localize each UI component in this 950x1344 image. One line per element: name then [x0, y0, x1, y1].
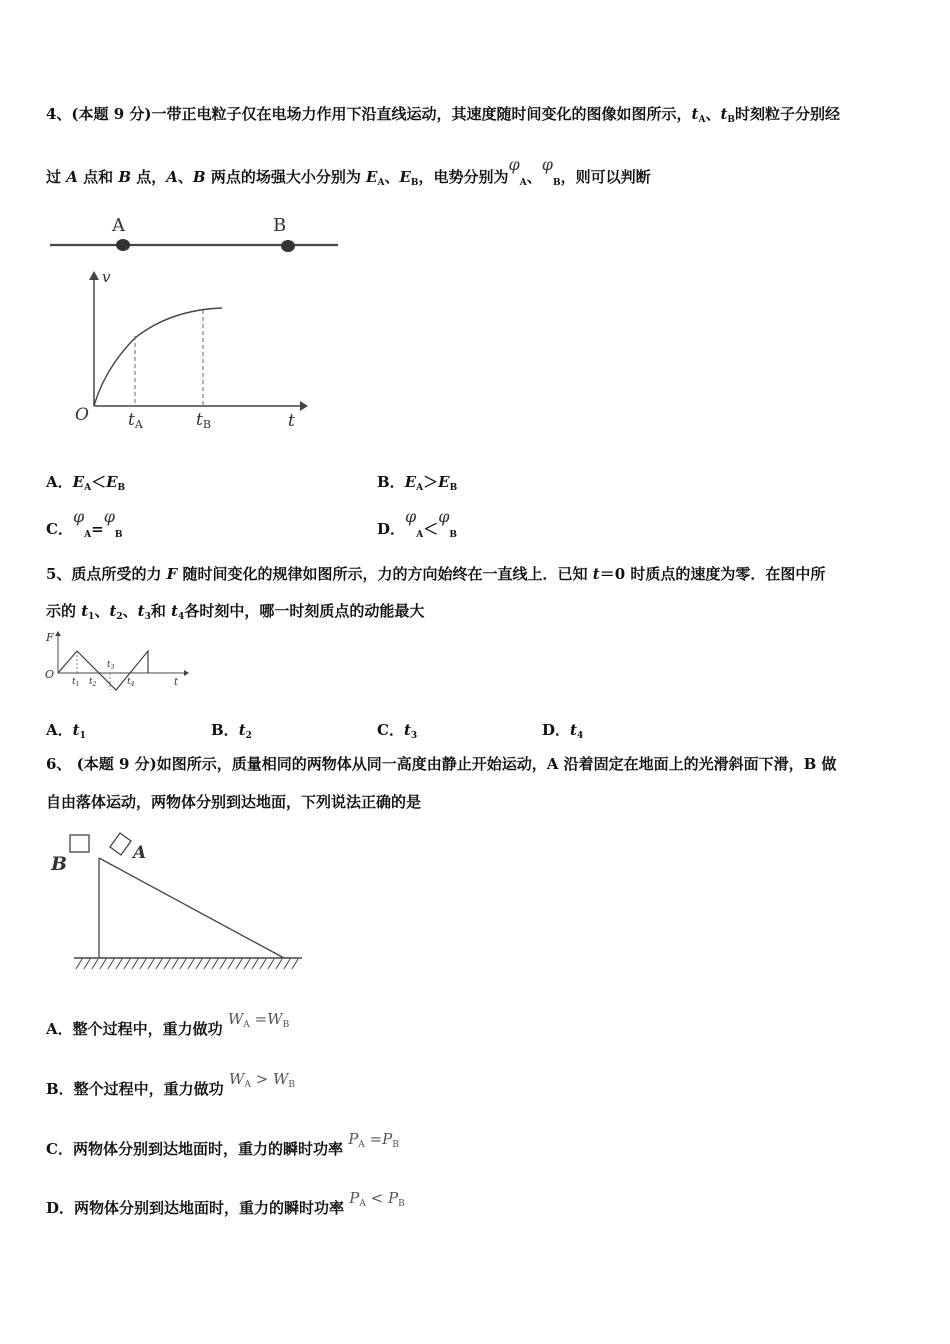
q5-line-2: 示的 $t_1$、$t_2$、$t_3$和 $t_4$各时刻中，哪一时刻质点的动能最大 [46, 602, 425, 622]
q4-line-1: 4、(本题 9 分)一带正电粒子仅在电场力作用下沿直线运动，其速度随时间变化的图像如图所示，$t_A$、$t_B$时刻粒子分别经 [46, 105, 841, 125]
q6-option-d[interactable]: D．两物体分别到达地面时，重力的瞬时功率 $P_A < P_B$ [46, 1189, 405, 1217]
q4-vt-graph [70, 268, 310, 433]
q5-ft-graph [44, 630, 194, 690]
q4-label-a: A [112, 215, 125, 236]
q5-option-b[interactable]: B．$t_2$ [211, 721, 252, 741]
q6-line-2: 自由落体运动，两物体分别到达地面，下列说法正确的是 [46, 793, 422, 811]
q6-option-a-formula: $W_A =W_B$ [227, 1010, 290, 1030]
q5-option-d[interactable]: D．$t_4$ [542, 721, 584, 741]
q5-option-c[interactable]: C．$t_3$ [377, 721, 418, 741]
q4-ab-line-figure [48, 210, 343, 265]
q4-option-c[interactable]: C．$\varphi_A=\varphi_B$ [46, 507, 123, 540]
q4-point-b [281, 240, 295, 252]
q4-tb-label: tB [196, 410, 211, 431]
q6-incline-surface [99, 858, 284, 958]
q5-t3-label: $t_3$ [107, 660, 115, 671]
q5-line-1: 5、质点所受的力 F 随时间变化的规律如图所示，力的方向始终在一直线上．已知 t＝0 时质点的速度为零．在图中所 [46, 565, 826, 583]
q4-vt-curve [94, 308, 222, 406]
q5-f-arrow-icon [55, 631, 61, 636]
q6-option-b[interactable]: B．整个过程中，重力做功 $W_A > W_B$ [46, 1070, 296, 1098]
q5-t-arrow-icon [184, 670, 189, 676]
q6-line-1: 6、 (本题 9 分)如图所示，质量相同的两物体从同一高度由静止开始运动，A 沿着固定在地面上的光滑斜面下滑，B 做 [46, 755, 837, 773]
q4-option-a[interactable]: A．$E_A<E_B$ [46, 473, 126, 493]
q5-t-label: t [174, 677, 179, 688]
q5-origin-label: O [45, 668, 55, 681]
q4-option-b[interactable]: B．$E_A>E_B$ [377, 473, 458, 493]
q6-label-a: A [133, 843, 147, 863]
q6-incline-figure [48, 828, 308, 978]
q5-f-label: F [46, 631, 54, 644]
q6-option-b-formula: $W_A > W_B$ [228, 1070, 296, 1090]
q4-v-arrow-icon [89, 271, 99, 280]
q4-origin-label: O [75, 405, 89, 425]
q6-option-a[interactable]: A．整个过程中，重力做功 $W_A =W_B$ [46, 1010, 290, 1038]
q4-point-a [116, 239, 130, 251]
q6-label-b: B [51, 853, 68, 875]
q4-ta-label: tA [128, 410, 143, 431]
q5-option-a[interactable]: A．$t_1$ [46, 721, 86, 741]
q4-t-label: t [288, 411, 295, 431]
q6-ground-hatching [76, 959, 298, 969]
q6-option-c-formula: $P_A =P_B$ [348, 1130, 399, 1150]
q6-block-b [70, 835, 89, 852]
q5-t1-label: $t_1$ [72, 677, 80, 688]
q6-option-c[interactable]: C．两物体分别到达地面时，重力的瞬时功率 $P_A =P_B$ [46, 1130, 399, 1158]
q4-label-b: B [273, 215, 287, 236]
q4-option-d[interactable]: D．$\varphi_A<\varphi_B$ [377, 507, 458, 540]
q4-t-arrow-icon [300, 401, 308, 411]
q5-t4-label: $t_4$ [127, 677, 135, 688]
q6-block-a [110, 833, 131, 855]
q5-t2-label: $t_2$ [89, 677, 97, 688]
q6-option-d-formula: $P_A < P_B$ [349, 1189, 405, 1209]
q4-line-2: 过 A 点和 B 点，A、B 两点的场强大小分别为 $E_A$、$E_B$，电势分别为$\varphi_A$、$\varphi_B$，则可以判断 [46, 155, 651, 188]
q4-v-label: v [102, 268, 111, 286]
